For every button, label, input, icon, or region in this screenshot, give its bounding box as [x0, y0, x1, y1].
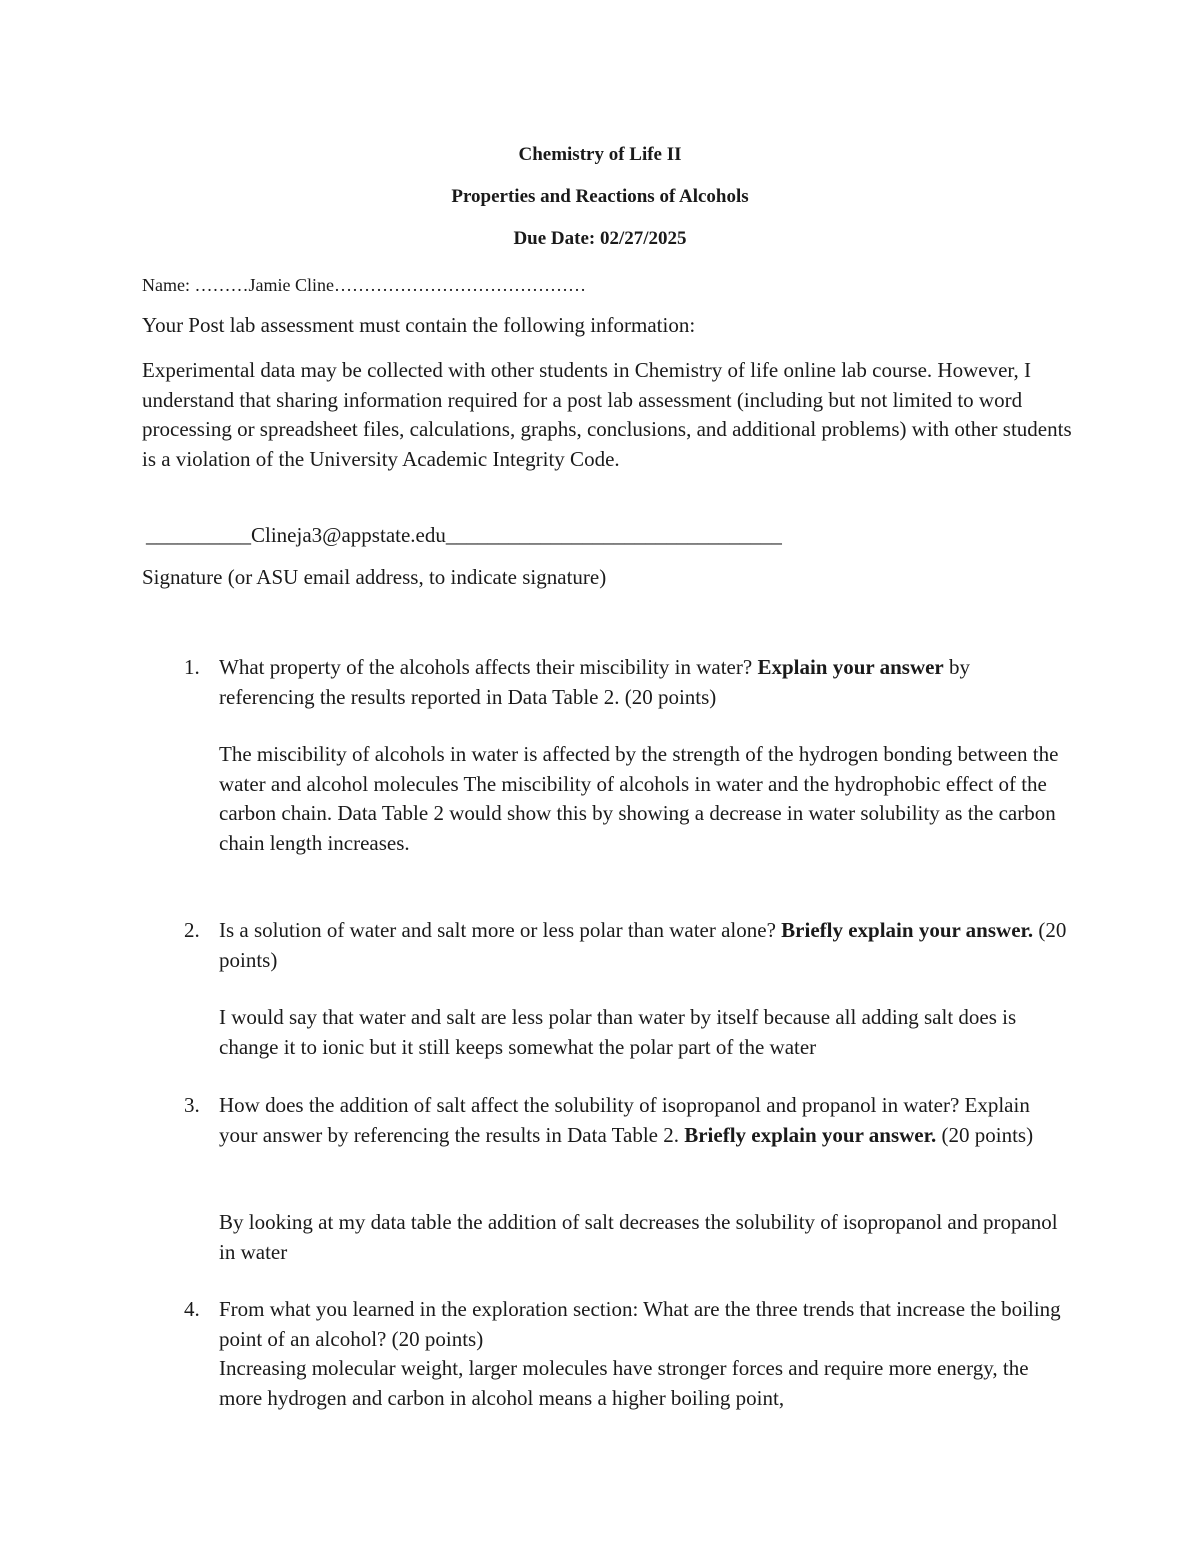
question-3-prompt-bold: Briefly explain your answer.	[684, 1122, 937, 1147]
signature-trail-blank: ________________________________	[445, 523, 782, 547]
question-3-prompt-text: How does the addition of salt affect the solubility of isopropanol and propanol in water? Explain your answer by referencing the results in Data Table 2.	[219, 1093, 1030, 1147]
question-1-prompt-text: What property of the alcohols affects their miscibility in water?	[219, 655, 758, 679]
question-3-answer: By looking at my data table the addition of salt decreases the solubility of isopropanol and propanol in water	[219, 1210, 1058, 1264]
name-dots-before: ………	[194, 275, 249, 295]
due-date: Due Date: 02/27/2025	[513, 228, 687, 249]
question-1-prompt-bold: Explain your answer	[757, 655, 944, 679]
question-1-number: 1.	[184, 655, 200, 679]
question-2-prompt-bold: Briefly explain your answer.	[781, 918, 1034, 942]
question-3-number: 3.	[184, 1093, 200, 1117]
signature-value: Clineja3@appstate.edu	[251, 523, 446, 547]
question-1-prompt	[219, 653, 1069, 712]
question-4-prompt-text: From what you learned in the exploration section: What are the three trends that increase the boiling point of an alcohol? (20 points)	[219, 1297, 1061, 1351]
name-dots-after: ……………………………………	[333, 275, 586, 295]
question-1	[219, 653, 1069, 712]
question-3-prompt	[219, 1091, 1069, 1150]
name-label: Name:	[142, 275, 195, 295]
signature-lead-blank: __________	[146, 523, 251, 547]
question-3	[219, 1091, 1069, 1150]
question-4	[219, 1295, 1069, 1413]
intro-text: Your Post lab assessment must contain the following information:	[142, 313, 696, 337]
lab-title: Properties and Reactions of Alcohols	[451, 186, 749, 207]
question-4-number: 4.	[184, 1297, 200, 1321]
name-line	[142, 271, 586, 301]
integrity-statement: Experimental data may be collected with other students in Chemistry of life online lab course. However, I understand that sharing information required for a post lab assessment (including but not limited to word processing or spreadsheet files, calculations, graphs, conclusions, and additional problems) with other students is a violation of the University Academic Integrity Code.	[142, 358, 1072, 471]
course-title: Chemistry of Life II	[518, 144, 682, 165]
question-2-prompt	[219, 916, 1069, 975]
question-2-number: 2.	[184, 918, 200, 942]
signature-line	[146, 521, 782, 551]
question-1-answer: The miscibility of alcohols in water is affected by the strength of the hydrogen bonding between the water and alcohol molecules The miscibility of alcohols in water and the hydrophobic effect of the carbon chain. Data Table 2 would show this by showing a decrease in water solubility as the carbon chain length increases.	[219, 742, 1059, 855]
question-2	[219, 916, 1069, 975]
question-2-answer: I would say that water and salt are less polar than water by itself because all adding salt does is change it to ionic but it still keeps somewhat the polar part of the water	[219, 1005, 1017, 1059]
signature-caption: Signature (or ASU email address, to indicate signature)	[142, 565, 607, 589]
name-value: Jamie Cline	[248, 275, 334, 295]
question-4-answer: Increasing molecular weight, larger molecules have stronger forces and require more energy, the more hydrogen and carbon in alcohol means a higher boiling point,	[219, 1356, 1029, 1410]
question-1-prompt-after: by referencing the results reported in Data Table 2. (20 points)	[219, 655, 971, 709]
question-3-prompt-after: (20 points)	[936, 1122, 1034, 1147]
question-4-prompt	[219, 1295, 1069, 1354]
question-2-prompt-text: Is a solution of water and salt more or less polar than water alone?	[219, 918, 782, 942]
question-2-prompt-after: (20 points)	[219, 918, 1067, 972]
